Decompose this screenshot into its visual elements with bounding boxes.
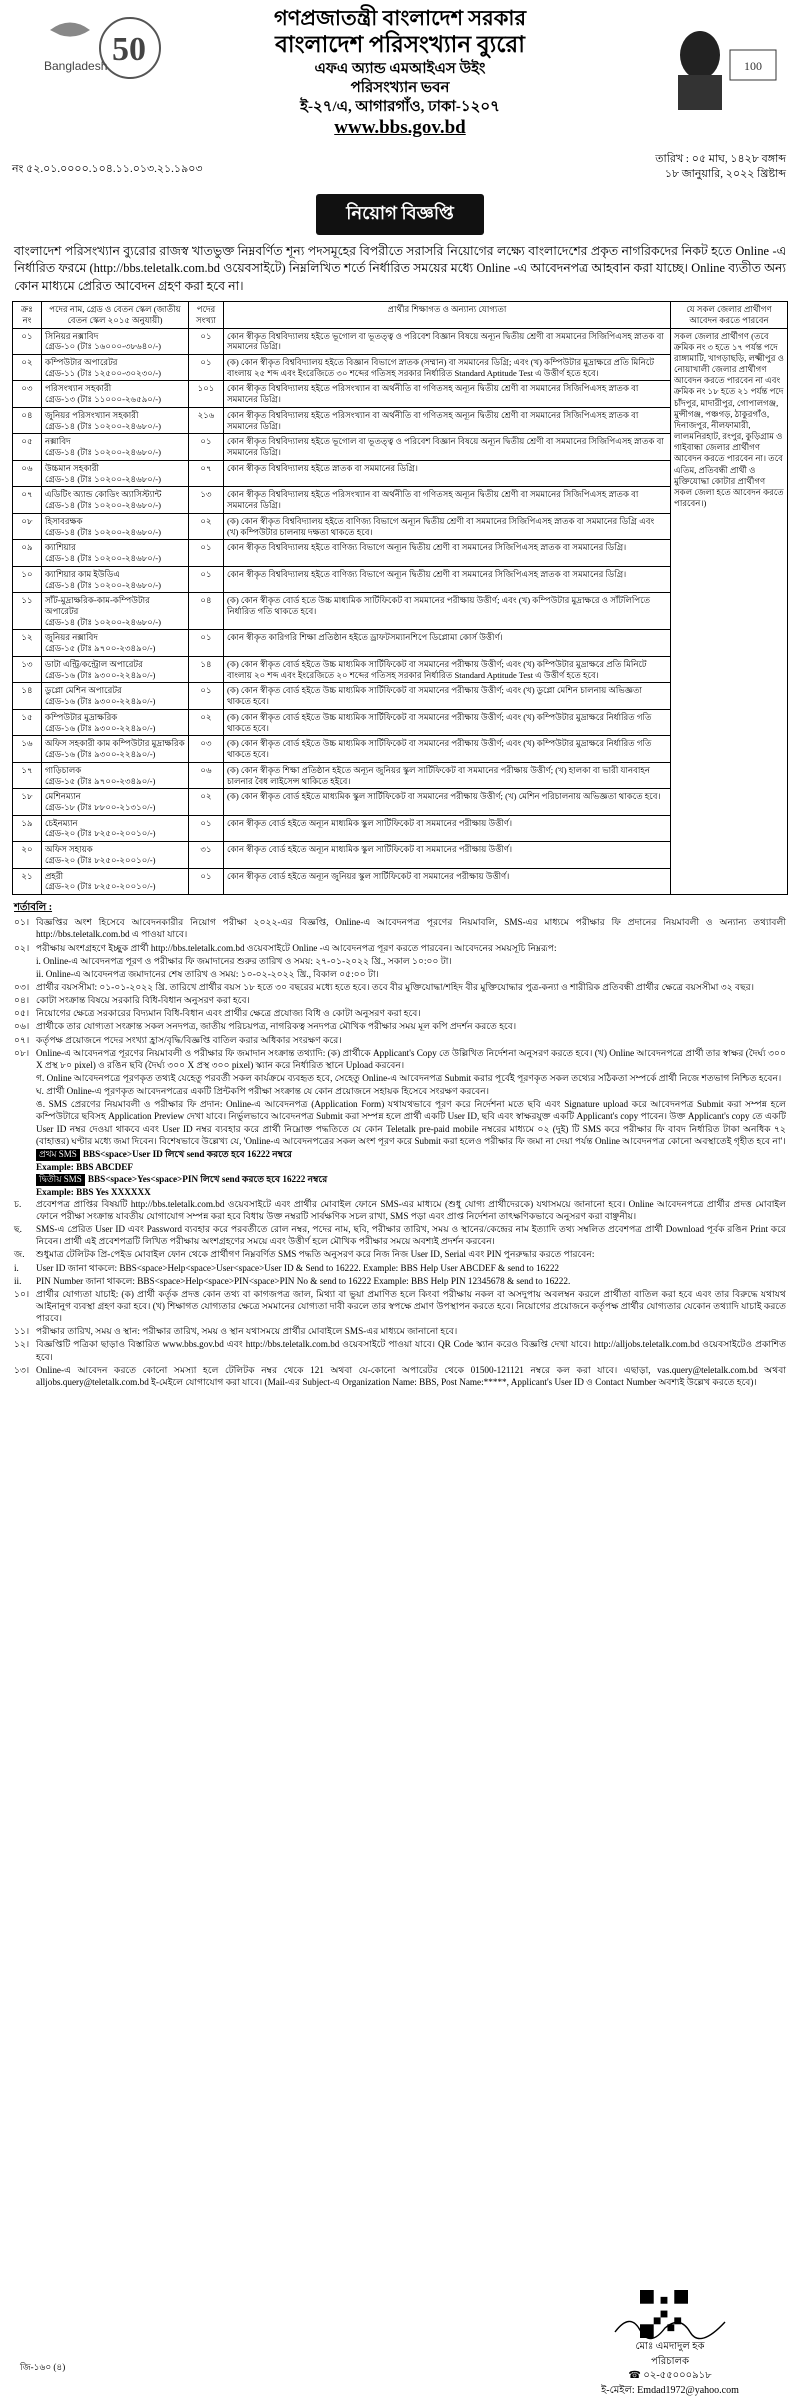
condition-item — [14, 1262, 786, 1274]
condition-number: জ. — [14, 1248, 36, 1260]
post-name: জুনিয়র পরিসংখ্যান সহকারী — [45, 410, 185, 421]
post-grade: গ্রেড-১৬ (টাঃ ৯৩০০-২২৪৯০/-) — [45, 670, 185, 681]
condition-number: ০৫। — [14, 1007, 36, 1019]
condition-number: ০২। — [14, 942, 36, 954]
post-sl: ০৯ — [13, 540, 42, 566]
post-name-cell — [42, 328, 189, 354]
post-count: ০১ — [189, 328, 224, 354]
post-qualification: কোন স্বীকৃত বোর্ড হইতে অন্যূন জুনিয়র স্কুল সার্টিফিকেট বা সমমানের পরীক্ষায় উত্তীর্ণ। — [224, 868, 671, 894]
post-name-cell — [42, 381, 189, 407]
condition-number — [14, 1085, 36, 1097]
post-name-cell — [42, 656, 189, 682]
post-name-cell — [42, 513, 189, 539]
post-sl: ০১ — [13, 328, 42, 354]
sms-second-example: Example: BBS Yes XXXXXX — [36, 1186, 786, 1198]
post-count: ৩১ — [189, 842, 224, 868]
post-qualification: কোন স্বীকৃত বিশ্ববিদ্যালয় হইতে বাণিজ্য বিভাগে অন্যূন দ্বিতীয় শ্রেণী বা সমমানের সিজিপিএসহ স্নাতক বা সমমানের ডিগ্রি। — [224, 540, 671, 566]
post-grade: গ্রেড-১৪ (টাঃ ১০২০০-২৪৬৮০/-) — [45, 527, 185, 538]
post-grade: গ্রেড-১৪ (টাঃ ১০২০০-২৪৬৮০/-) — [45, 421, 185, 432]
signatory-name: মোঃ এমদাদুল হক — [580, 2340, 760, 2355]
condition-number — [14, 1072, 36, 1084]
condition-text: Online-এ আবেদনপত্র পূরণের নিয়মাবলী ও পরীক্ষার ফি জমাদান সংক্রান্ত তথ্যাদি: (ক) প্রার্থীকে Applicant's Copy তে উল্লিখিত নির্দেশনা অনুসরণ করতে হবে। (খ) Online আবেদনপত্রে প্রার্থী তার স্বাক্ষর (দৈর্ঘ্য ৩০০ X প্রস্থ ৮০ pixel) ও রঙিন ছবি (দৈর্ঘ্য ৩০০ X প্রস্থ ৩০০ pixel) স্ক্যান করে নির্ধারিত স্থানে Upload করবেন। — [36, 1047, 786, 1071]
condition-text: ঙ. SMS প্রেরণের নিয়মাবলী ও পরীক্ষার ফি প্রদান: Online-এ আবেদনপত্র (Application Form) যথাযথভাবে পূরণ করে নির্দেশনা মতে ছবি এবং Signature upload করে আবেদনপত্র Submit করা সম্পন্ন হলে কম্পিউটারে ছবিসহ Application Preview দেখা যাবে। নির্ভুলভাবে আবেদনপত্র Submit করা সম্পন্ন হলে প্রার্থী একটি User ID, ছবি এবং স্বাক্ষরযুক্ত একটি Applicant's copy পাবেন। উক্ত Applicant's copy তে একটি User ID নম্বর দেওয়া থাকবে এবং User ID নম্বর ব্যবহার করে প্রার্থী নিম্নোক্ত পদ্ধতিতে যে কোন Teletalk pre-paid mobile নম্বরের মাধ্যমে ০২ (দুই) টি SMS করে পরীক্ষার ফি বাবদ নির্ধারিত টাকা অনধিক ৭২ (বাহাত্তর) ঘণ্টার মধ্যে জমা দিবেন। বিশেষভাবে উল্লেখ্য যে, 'Online-এ আবেদনপত্রের সকল অংশ পূরণ করে Submit করা হলেও পরীক্ষার ফি জমা না দেয়া পর্যন্ত Online আবেদনপত্র কোনো অবস্থাতেই গৃহীত হবে না'। — [36, 1098, 786, 1147]
post-name: জুনিয়র নক্সাবিদ — [45, 632, 185, 643]
post-sl: ১২ — [13, 630, 42, 656]
post-count: ০৬ — [189, 762, 224, 788]
footer-code: জি-১৬০ (৪) — [20, 2360, 65, 2375]
bureau-name: বাংলাদেশ পরিসংখ্যান ব্যুরো — [200, 31, 600, 60]
address: ই-২৭/এ, আগারগাঁও, ঢাকা-১২০৭ — [200, 98, 600, 117]
post-name-cell — [42, 683, 189, 709]
condition-text: SMS-এ প্রেরিত User ID এবং Password ব্যবহার করে পরবর্তীতে রোল নম্বর, পদের নাম, ছবি, পরীক্ষার তারিখ, সময় ও স্থানের/কেন্দ্রের নাম ইত্যাদি তথ্য সম্বলিত প্রবেশপত্র প্রার্থী Download পূর্বক রঙিন Print করে নিবেন। প্রার্থী এই প্রবেশপত্রটি লিখিত পরীক্ষায় অংশগ্রহণের সময়ে এবং উত্তীর্ণ হলে মৌখিক পরীক্ষার সময়ে অবশ্যই প্রদর্শন করবেন। — [36, 1223, 786, 1247]
condition-item — [14, 1047, 786, 1071]
signature-block — [580, 2310, 760, 2398]
post-name: ক্যাশিয়ার কাম ইউডিএ — [45, 569, 185, 580]
post-sl: ২১ — [13, 868, 42, 894]
post-grade: গ্রেড-২০ (টাঃ ৮২৫০-২০০১০/-) — [45, 855, 185, 866]
condition-number: ১২। — [14, 1338, 36, 1362]
post-grade: গ্রেড-১১ (টাঃ ১২৫০০-৩০২৩০/-) — [45, 368, 185, 379]
logo-number: 50 — [112, 31, 146, 68]
post-qualification: (ক) কোন স্বীকৃত বোর্ড হতে উচ্চ মাধ্যমিক সার্টিফিকেট বা সমমানের পরীক্ষায় উত্তীর্ণ; এবং (খ) কম্পিউটার মুদ্রাক্ষরে ও সাঁটলিপিতে নির্ধারিত গতি থাকতে হবে। — [224, 593, 671, 630]
post-grade: গ্রেড-১৮ (টাঃ ৮৮০০-২১৩১০/-) — [45, 802, 185, 813]
condition-number: ii. — [14, 1275, 36, 1287]
post-name: কম্পিউটার মুদ্রাক্ষরিক — [45, 712, 185, 723]
condition-number: ০৪। — [14, 994, 36, 1006]
post-name-cell — [42, 487, 189, 513]
post-count: ০১ — [189, 815, 224, 841]
sms-second-format: BBS<space>Yes<space>PIN লিখে send করতে হবে 16222 নম্বরে — [88, 1174, 327, 1184]
condition-number: ০৩। — [14, 981, 36, 993]
condition-item — [14, 1020, 786, 1032]
post-grade: গ্রেড-১৬ (টাঃ ৯৩০০-২২৪৯০/-) — [45, 696, 185, 707]
post-grade: গ্রেড-১৪ (টাঃ ১০২০০-২৪৬৮০/-) — [45, 474, 185, 485]
sms-first-example: Example: BBS ABCDEF — [36, 1161, 786, 1173]
wing-name: এফএ অ্যান্ড এমআইএস উইং — [200, 60, 600, 79]
post-qualification: কোন স্বীকৃত বিশ্ববিদ্যালয় হইতে স্নাতক বা সমমানের ডিগ্রি। — [224, 460, 671, 486]
post-grade: গ্রেড-২০ (টাঃ ৮২৫০-২০০১০/-) — [45, 881, 185, 892]
post-name-cell — [42, 593, 189, 630]
post-sl: ১৬ — [13, 736, 42, 762]
post-count: ০২ — [189, 789, 224, 815]
condition-number: ছ. — [14, 1223, 36, 1247]
condition-number: ০১। — [14, 916, 36, 940]
condition-text: শুধুমাত্র টেলিটক প্রি-পেইড মোবাইল ফোন থেকে প্রার্থীগণ নিম্নবর্ণিত SMS পদ্ধতি অনুসরণ করে নিজ নিজ User ID, Serial এবং PIN পুনরুদ্ধার করতে পারবেন: — [36, 1248, 786, 1260]
post-sl: ০৫ — [13, 434, 42, 460]
post-grade: গ্রেড-১৬ (টাঃ ৯৩০০-২২৪৯০/-) — [45, 723, 185, 734]
sms-second-label: দ্বিতীয় SMS — [36, 1174, 85, 1186]
conditions-list-3 — [14, 1288, 786, 1388]
condition-text: User ID জানা থাকলে: BBS<space>Help<space>User<space>User ID & Send to 16222. Example: BBS Help User ABCDEF & send to 16222 — [36, 1262, 786, 1274]
condition-number — [14, 968, 36, 980]
post-name: অফিস সহায়ক — [45, 844, 185, 855]
post-grade: গ্রেড-১৩ (টাঃ ১১০০০-২৬৫৯০/-) — [45, 394, 185, 405]
post-qualification: (ক) কোন স্বীকৃত বোর্ড হইতে মাধ্যমিক স্কুল সার্টিফিকেট বা সমমানের পরীক্ষায় উত্তীর্ণ; (খ) মেশিন পরিচালনায় অভিজ্ঞতা থাকতে হবে। — [224, 789, 671, 815]
post-grade: গ্রেড-১৫ (টাঃ ৯৭০০-২৩৪৯০/-) — [45, 643, 185, 654]
post-name: প্রহরী — [45, 871, 185, 882]
district-eligibility: সকল জেলার প্রার্থীগণ (তবে ক্রমিক নং ৩ হতে ১৭ পর্যন্ত পদে রাঙ্গামাটি, খাগড়াছড়ি, লক্ষ্মীপুর ও নোয়াখালী জেলার প্রার্থীগণ আবেদন করতে পারবেন না এবং ক্রমিক নং ১৮ হতে ২১ পর্যন্ত পদে চাঁদপুর, মাদারীপুর, গোপালগঞ্জ, মুন্সীগঞ্জ, পঞ্চগড়, ঠাকুরগাঁও, দিনাজপুর, নীলফামারী, লালমনিরহাট, রংপুর, কুড়িগ্রাম ও গাইবান্ধা জেলার প্রার্থীগণ আবেদন করতে পারবেন না। তবে এতিম, প্রতিবন্ধী প্রার্থী ও মুক্তিযোদ্ধা কোটার প্রার্থীগণ সকল জেলা হতে আবেদন করতে পারবেন।) — [671, 328, 788, 895]
post-name-cell — [42, 434, 189, 460]
post-qualification: (ক) কোন স্বীকৃত বোর্ড হইতে উচ্চ মাধ্যমিক সার্টিফিকেট বা সমমানের পরীক্ষায় উত্তীর্ণ; এবং (খ) কম্পিউটার মুদ্রাক্ষরে প্রতি মিনিটে বাংলায় ২০ শব্দ এবং ইংরেজিতে ২০ শব্দের গতিসহ সরকার নির্ধারিত Standard Aptitude Test এ উত্তীর্ণ হতে হবে। — [224, 656, 671, 682]
condition-item — [14, 1007, 786, 1019]
post-name: ক্যাশিয়ার — [45, 542, 185, 553]
condition-number: ১১। — [14, 1325, 36, 1337]
post-qualification: কোন স্বীকৃত বিশ্ববিদ্যালয় হইতে ভূগোল বা ভূতত্ত্ব ও পরিবেশ বিজ্ঞান বিষয়ে অন্যূন দ্বিতীয় শ্রেণী বা সমমানের সিজিপিএসহ স্নাতক বা সমমানের ডিগ্রি। — [224, 434, 671, 460]
post-count: ১০১ — [189, 381, 224, 407]
condition-text: PIN Number জানা থাকলে: BBS<space>Help<space>PIN<space>PIN No & send to 16222 Example: BBS Help PIN 12345678 & send to 16222. — [36, 1275, 786, 1287]
post-name-cell — [42, 460, 189, 486]
post-qualification: (ক) কোন স্বীকৃত বিশ্ববিদ্যালয় হইতে বাণিজ্য বিভাগে অন্যূন দ্বিতীয় শ্রেণী বা সমমানের সিজিপিএসহ স্নাতক বা সমমানের ডিগ্রি এবং (খ) কম্পিউটার চালনায় দক্ষতা থাকতে হবে। — [224, 513, 671, 539]
post-qualification: কোন স্বীকৃত বোর্ড হইতে অন্যূন মাধ্যমিক স্কুল সার্টিফিকেট বা সমমানের পরীক্ষায় উত্তীর্ণ। — [224, 815, 671, 841]
condition-text: নিয়োগের ক্ষেত্রে সরকারের বিদ্যমান বিধি-বিধান এবং প্রার্থীর ক্ষেত্রে প্রযোজ্য বিধি ও কোটা অনুসরণ করা হবে। — [36, 1007, 786, 1019]
post-name-cell — [42, 540, 189, 566]
post-qualification: (ক) কোন স্বীকৃত বিশ্ববিদ্যালয় হইতে বিজ্ঞান বিভাগে স্নাতক (সম্মান) বা সমমানের ডিগ্রি; এবং (খ) কম্পিউটার মুদ্রাক্ষরে প্রতি মিনিটে বাংলায় ২৫ শব্দ এবং ইংরেজিতে ৩০ শব্দের গতিসহ সরকার নির্ধারিত Standard Aptitude Test এ উত্তীর্ণ হতে হবে। — [224, 355, 671, 381]
office-title — [200, 5, 600, 140]
post-qualification: কোন স্বীকৃত বিশ্ববিদ্যালয় হইতে পরিসংখ্যান বা অর্থনীতি বা গণিতসহ অন্যূন দ্বিতীয় শ্রেণী বা সমমানের সিজিপিএসহ স্নাতক বা সমমানের ডিগ্রি। — [224, 487, 671, 513]
posts-table — [12, 301, 788, 895]
condition-text: প্রার্থীর বয়সসীমা: ০১-০১-২০২২ খ্রি. তারিখে প্রার্থীর বয়স ১৮ হতে ৩০ বছরের মধ্যে হতে হবে। তবে বীর মুক্তিযোদ্ধা/শহিদ বীর মুক্তিযোদ্ধার পুত্র-কন্যা ও শারীরিক প্রতিবন্ধী প্রার্থীর ক্ষেত্রে বয়সসীমা ৩২ বছর। — [36, 981, 786, 993]
condition-text: কর্তৃপক্ষ প্রয়োজনে পদের সংখ্যা হ্রাস/বৃদ্ধি/বিজ্ঞপ্তি বাতিল করার অধিকার সংরক্ষণ করে। — [36, 1034, 786, 1046]
conditions-title: শর্তাবলি : — [14, 901, 786, 914]
post-sl: ১১ — [13, 593, 42, 630]
condition-number: ০৭। — [14, 1034, 36, 1046]
table-row — [13, 328, 788, 354]
condition-item — [14, 942, 786, 954]
post-sl: ০৩ — [13, 381, 42, 407]
condition-item — [14, 1248, 786, 1260]
sms-first — [36, 1148, 786, 1161]
condition-number — [14, 955, 36, 967]
logo-text: Bangladesh — [44, 59, 107, 73]
post-name: নক্সাবিদ — [45, 436, 185, 447]
post-name-cell — [42, 709, 189, 735]
condition-text: ঘ. প্রার্থী Online-এ পূরণকৃত আবেদনপত্রের একটি প্রিন্টকপি পরীক্ষা সংক্রান্ত যে কোন প্রয়োজনে সহায়ক হিসেবে সংরক্ষণ করবেন। — [36, 1085, 786, 1097]
post-name: কম্পিউটার অপারেটর — [45, 357, 185, 368]
post-sl: ০৭ — [13, 487, 42, 513]
condition-item — [14, 1223, 786, 1247]
condition-item — [14, 1338, 786, 1362]
post-sl: ১০ — [13, 566, 42, 592]
post-sl: ১৪ — [13, 683, 42, 709]
condition-text: প্রার্থীর যোগ্যতা যাচাই: (ক) প্রার্থী কর্তৃক প্রদত্ত কোন তথ্য বা কাগজপত্র জাল, মিথ্যা বা ভুয়া প্রমাণিত হলে কিংবা পরীক্ষায় নকল বা অসদুপায় অবলম্বন করলে প্রার্থীতা বাতিল করা হবে এবং তার বিরুদ্ধে যথাযথ আইনানুগ ব্যবস্থা গ্রহণ করা হবে। (খ) শিক্ষাগত যোগ্যতার ক্ষেত্রে সমমানের যোগ্যতা দাবী করলে তার স্বপক্ষে প্রমাণ উপস্থাপন করতে হবে। নিয়োগের প্রয়োজনে কর্তৃপক্ষ প্রার্থীর যোগ্যতার যেকোন তথ্যাদি যাচাই করতে পারবে। — [36, 1288, 786, 1324]
signature-scribble — [580, 2310, 760, 2340]
post-sl: ২০ — [13, 842, 42, 868]
header-post-name: পদের নাম, গ্রেড ও বেতন স্কেল (জাতীয় বেতন স্কেল ২০১৫ অনুযায়ী) — [42, 302, 189, 328]
post-qualification: কোন স্বীকৃত বিশ্ববিদ্যালয় হইতে পরিসংখ্যান বা অর্থনীতি বা গণিতসহ অন্যূন দ্বিতীয় শ্রেণী বা সমমানের সিজিপিএসহ স্নাতক বা সমমানের ডিগ্রি। — [224, 407, 671, 433]
post-name-cell — [42, 815, 189, 841]
bangladesh-50-logo — [30, 10, 170, 90]
post-grade: গ্রেড-২০ (টাঃ ৮২৫০-২০০১০/-) — [45, 828, 185, 839]
post-grade: গ্রেড-১৪ (টাঃ ১০২০০-২৪৬৮০/-) — [45, 500, 185, 511]
date-bengali: ০৫ মাঘ, ১৪২৮ বঙ্গাব্দ — [692, 153, 786, 165]
post-grade: গ্রেড-১০ (টাঃ ১৬০০০-৩৮৬৪০/-) — [45, 341, 185, 352]
sms-second — [36, 1173, 786, 1186]
condition-item — [14, 916, 786, 940]
post-sl: ০৪ — [13, 407, 42, 433]
condition-text: প্রার্থীকে তার যোগ্যতা সংক্রান্ত সকল সনদপত্র, জাতীয় পরিচয়পত্র, নাগরিকত্ব সনদপত্র মৌখিক পরীক্ষার সময় মূল কপি প্রদর্শন করতে হবে। — [36, 1020, 786, 1032]
condition-number — [14, 1098, 36, 1147]
post-count: ০১ — [189, 540, 224, 566]
post-name: উচ্চমান সহকারী — [45, 463, 185, 474]
condition-text: কোটা সংক্রান্ত বিষয়ে সরকারি বিধি-বিধান অনুসরণ করা হবে। — [36, 994, 786, 1006]
condition-item — [14, 994, 786, 1006]
post-sl: ১৮ — [13, 789, 42, 815]
post-qualification: (ক) কোন স্বীকৃত বোর্ড হইতে উচ্চ মাধ্যমিক সার্টিফিকেট বা সমমানের পরীক্ষায় উত্তীর্ণ; এবং (খ) কম্পিউটার মুদ্রাক্ষরে নির্ধারিত গতি থাকতে হবে। — [224, 709, 671, 735]
condition-text: ii. Online-এ আবেদনপত্র জমাদানের শেষ তারিখ ও সময়: ১০-০২-২০২২ খ্রি., বিকাল ০৫:০০ টা। — [36, 968, 786, 980]
condition-number: ১৩। — [14, 1364, 36, 1388]
post-name: পরিসংখ্যান সহকারী — [45, 383, 185, 394]
condition-item — [14, 1275, 786, 1287]
table-header-row — [13, 302, 788, 328]
condition-text: বিজ্ঞপ্তির অংশ হিসেবে আবেদনকারীর নিয়োগ পরীক্ষা ২০২২-এর বিজ্ঞপ্তি, Online-এ আবেদনপত্র পূরণের নিয়মাবলি, SMS-এর মাধ্যমে পরীক্ষার ফি প্রদানের নিয়মাবলী ও অন্যান্য তথ্যাবলী http://bbs.teletalk.com.bd এ পাওয়া যাবে। — [36, 916, 786, 940]
post-grade: গ্রেড-১৪ (টাঃ ১০২০০-২৪৬৮০/-) — [45, 553, 185, 564]
post-count: ০২ — [189, 709, 224, 735]
post-name: ডুপ্লো মেশিন অপারেটর — [45, 685, 185, 696]
post-count: ২১৬ — [189, 407, 224, 433]
banner-wrap — [0, 194, 800, 235]
post-sl: ০২ — [13, 355, 42, 381]
condition-item — [14, 1364, 786, 1388]
condition-text: Online-এ আবেদন করতে কোনো সমস্যা হলে টেলিটক নম্বর থেকে 121 অথবা যে-কোনো অপারেটর থেকে 01500-121121 নম্বরে কল করা যাবে। এছাড়া, vas.query@teletalk.com.bd অথবা alljobs.query@teletalk.com.bd ই-মেইলে যোগাযোগ করা যাবে। (Mail-এর Subject-এ Organization Name: BBS, Post Name:*****, Applicant's User ID ও Contact Number অবশ্যই উল্লেখ করতে হবে)। — [36, 1364, 786, 1388]
post-name: চেইনম্যান — [45, 818, 185, 829]
post-grade: গ্রেড-১৪ (টাঃ ১০২০০-২৪৬৮০/-) — [45, 447, 185, 458]
post-sl: ০৮ — [13, 513, 42, 539]
header-sl: ক্রঃ নং — [13, 302, 42, 328]
post-name-cell — [42, 736, 189, 762]
condition-text: গ. Online আবেদনপত্রে পূরণকৃত তথ্যই যেহেতু পরবর্তী সকল কার্যক্রমে ব্যবহৃত হবে, সেহেতু Online-এ আবেদনপত্র Submit করার পূর্বেই পূরণকৃত সকল তথ্যের সঠিকতা সম্পর্কে প্রার্থী নিজে শতভাগ নিশ্চিত হবেন। — [36, 1072, 786, 1084]
condition-item — [14, 1325, 786, 1337]
intro-paragraph: বাংলাদেশ পরিসংখ্যান ব্যুরোর রাজস্ব খাতভুক্ত নিম্নবর্ণিত শূন্য পদসমূহের বিপরীতে সরাসরি নিয়োগের লক্ষ্যে বাংলাদেশের প্রকৃত নাগরিকদের নিকট হতে Online -এ নির্ধারিত ফরমে (http://bbs.teletalk.com.bd ওয়েবসাইটে) নিম্নলিখিত শর্তে নির্ধারিত সময়ের মধ্যে Online -এ আবেদনপত্র আহবান করা যাচ্ছে। Online ব্যতীত অন্য কোন মাধ্যমে প্রেরিত আবেদন গ্রহণ করা হবে না। — [14, 243, 786, 295]
post-name: সিনিয়র নক্সাবিদ — [45, 331, 185, 342]
post-name: মেশিনম্যান — [45, 791, 185, 802]
post-sl: ১৭ — [13, 762, 42, 788]
conditions-list — [14, 916, 786, 1147]
post-name: ডাটা এন্ট্রি/কন্ট্রোল অপারেটর — [45, 659, 185, 670]
header-count: পদের সংখ্যা — [189, 302, 224, 328]
building-name: পরিসংখ্যান ভবন — [200, 79, 600, 98]
condition-item — [14, 1098, 786, 1147]
post-count: ০৪ — [189, 593, 224, 630]
portrait-icon — [660, 20, 780, 110]
post-count: ১৩ — [189, 487, 224, 513]
header-qualification: প্রার্থীর শিক্ষাগত ও অন্যান্য যোগ্যতা — [224, 302, 671, 328]
post-count: ১৪ — [189, 656, 224, 682]
date-label: তারিখ : — [655, 153, 689, 165]
signatory-email[interactable]: ই-মেইল: Emdad1972@yahoo.com — [580, 2384, 760, 2398]
condition-number: চ. — [14, 1198, 36, 1222]
post-qualification: কোন স্বীকৃত কারিগরি শিক্ষা প্রতিষ্ঠান হইতে ড্রাফটসম্যানশিপে ডিপ্লোমা কোর্স উত্তীর্ণ। — [224, 630, 671, 656]
post-grade: গ্রেড-১৫ (টাঃ ৯৭০০-২৩৪৯০/-) — [45, 776, 185, 787]
post-qualification: কোন স্বীকৃত বিশ্ববিদ্যালয় হইতে ভূগোল বা ভূতত্ত্ব ও পরিবেশ বিজ্ঞান বিষয়ে অন্যূন দ্বিতীয় শ্রেণী বা সমমানের সিজিপিএসহ স্নাতক বা সমমানের ডিগ্রি। — [224, 328, 671, 354]
post-qualification: (ক) কোন স্বীকৃত বোর্ড হইতে উচ্চ মাধ্যমিক সার্টিফিকেট বা সমমানের পরীক্ষায় উত্তীর্ণ; এবং (খ) ডুপ্লো মেশিন চালনায় অভিজ্ঞতা থাকতে হবে। — [224, 683, 671, 709]
post-sl: ০৬ — [13, 460, 42, 486]
post-qualification: কোন স্বীকৃত বোর্ড হইতে অন্যূন মাধ্যমিক স্কুল সার্টিফিকেট বা সমমানের পরীক্ষায় উত্তীর্ণ। — [224, 842, 671, 868]
post-count: ০৭ — [189, 460, 224, 486]
post-count: ০২ — [189, 513, 224, 539]
post-count: ০৩ — [189, 736, 224, 762]
signatory-title: পরিচালক — [580, 2355, 760, 2370]
post-qualification: (ক) কোন স্বীকৃত শিক্ষা প্রতিষ্ঠান হইতে অন্যূন জুনিয়র স্কুল সার্টিফিকেট বা সমমানের পরীক্ষায় উত্তীর্ণ; (খ) হালকা বা ভারী যানবাহন চালনার বৈধ লাইসেন্স থাকিতে হইবে। — [224, 762, 671, 788]
condition-item — [14, 955, 786, 967]
post-count: ০১ — [189, 355, 224, 381]
post-grade: গ্রেড-১৬ (টাঃ ৯৩০০-২২৪৯০/-) — [45, 749, 185, 760]
condition-number: ১০। — [14, 1288, 36, 1324]
condition-item — [14, 1034, 786, 1046]
condition-item — [14, 1288, 786, 1324]
condition-item — [14, 1198, 786, 1222]
post-name-cell — [42, 407, 189, 433]
post-sl: ১৯ — [13, 815, 42, 841]
post-name: গাড়িচালক — [45, 765, 185, 776]
post-name-cell — [42, 868, 189, 894]
notice-banner: নিয়োগ বিজ্ঞপ্তি — [316, 194, 484, 235]
post-name-cell — [42, 789, 189, 815]
condition-text: বিজ্ঞপ্তিটি পত্রিকা ছাড়াও বিস্তারিত www.bbs.gov.bd এবং http://bbs.teletalk.com.bd ওয়েবসাইটে পাওয়া যাবে। QR Code স্ক্যান করেও বিজ্ঞপ্তি দেখা যাবে। http://alljobs.teletalk.com.bd ওয়েবসাইটেও প্রকাশিত হবে। — [36, 1338, 786, 1362]
post-count: ০১ — [189, 683, 224, 709]
condition-item — [14, 968, 786, 980]
post-name-cell — [42, 566, 189, 592]
posts-table-body — [13, 328, 788, 895]
post-count: ০১ — [189, 434, 224, 460]
conditions-list-2 — [14, 1198, 786, 1287]
memo-number: নং ৫২.০১.০০০০.১০৪.১১.০১৩.২১.১৯০৩ — [12, 160, 203, 179]
conditions-section — [14, 901, 786, 1388]
post-qualification: (ক) কোন স্বীকৃত বোর্ড হইতে উচ্চ মাধ্যমিক সার্টিফিকেট বা সমমানের পরীক্ষায় উত্তীর্ণ; এবং (খ) কম্পিউটার মুদ্রাক্ষরে নির্ধারিত গতি থাকতে হবে। — [224, 736, 671, 762]
post-name-cell — [42, 630, 189, 656]
date-english: ১৮ জানুয়ারি, ২০২২ খ্রিষ্টাব্দ — [665, 168, 786, 180]
post-name: হিসাবরক্ষক — [45, 516, 185, 527]
post-count: ০১ — [189, 566, 224, 592]
condition-number: i. — [14, 1262, 36, 1274]
post-qualification: কোন স্বীকৃত বিশ্ববিদ্যালয় হইতে বাণিজ্য বিভাগে অন্যূন দ্বিতীয় শ্রেণী বা সমমানের সিজিপিএসহ স্নাতক বা সমমানের ডিগ্রি। — [224, 566, 671, 592]
post-name-cell — [42, 842, 189, 868]
post-grade: গ্রেড-১৪ (টাঃ ১০২০০-২৪৬৮০/-) — [45, 617, 185, 628]
date-block — [655, 152, 786, 183]
post-name-cell — [42, 762, 189, 788]
signatory-phone: ☎ ০২-৫৫০০০৯১৮ — [580, 2369, 760, 2384]
government-name: গণপ্রজাতন্ত্রী বাংলাদেশ সরকার — [200, 5, 600, 31]
post-name-cell — [42, 355, 189, 381]
svg-text:100: 100 — [744, 59, 762, 73]
condition-text: প্রবেশপত্র প্রাপ্তির বিষয়টি http://bbs.teletalk.com.bd ওয়েবসাইটে এবং প্রার্থীর মোবাইল ফোনে SMS-এর মাধ্যমে (শুধু যোগ্য প্রার্থীদেরকে) যথাসময়ে জানানো হবে। Online আবেদনপত্রে প্রার্থীর প্রদত্ত মোবাইল ফোনে পরীক্ষা সংক্রান্ত যাবতীয় যোগাযোগ সম্পন্ন করা হবে বিধায় উক্ত নম্বরটি সার্বক্ষণিক সচল রাখা, SMS পড়া এবং প্রাপ্ত নির্দেশনা তাৎক্ষণিকভাবে অনুসরণ করা বাঞ্ছনীয়। — [36, 1198, 786, 1222]
post-sl: ১৫ — [13, 709, 42, 735]
condition-item — [14, 981, 786, 993]
post-count: ০১ — [189, 630, 224, 656]
condition-item — [14, 1072, 786, 1084]
condition-number: ০৬। — [14, 1020, 36, 1032]
post-count: ০১ — [189, 868, 224, 894]
website-link[interactable]: www.bbs.gov.bd — [200, 116, 600, 140]
post-grade: গ্রেড-১৪ (টাঃ ১০২০০-২৪৬৮০/-) — [45, 580, 185, 591]
condition-number: ০৮। — [14, 1047, 36, 1071]
post-sl: ১৩ — [13, 656, 42, 682]
header-district: যে সকল জেলার প্রার্থীগণ আবেদন করতে পারবেন — [671, 302, 788, 328]
post-qualification: কোন স্বীকৃত বিশ্ববিদ্যালয় হইতে পরিসংখ্যান বা অর্থনীতি বা গণিতসহ অন্যূন দ্বিতীয় শ্রেণী বা সমমানের সিজিপিএসহ স্নাতক বা সমমানের ডিগ্রি। — [224, 381, 671, 407]
post-name: এডিটিং অ্যান্ড কোডিং অ্যাসিস্ট্যান্ট — [45, 489, 185, 500]
header — [0, 0, 800, 190]
condition-text: i. Online-এ আবেদনপত্র পূরণ ও পরীক্ষার ফি জমাদানের শুরুর তারিখ ও সময়: ২৭-০১-২০২২ খ্রি., সকাল ১০:০০ টা। — [36, 955, 786, 967]
sms-first-format: BBS<space>User ID লিখে send করতে হবে 16222 নম্বরে — [83, 1149, 292, 1159]
post-name: সাঁট-মুদ্রাক্ষরিক-কাম-কম্পিউটার অপারেটর — [45, 595, 185, 616]
post-name: অফিস সহকারী কাম কম্পিউটার মুদ্রাক্ষরিক — [45, 738, 185, 749]
sms-instructions — [14, 1148, 786, 1198]
condition-text: পরীক্ষার তারিখ, সময় ও স্থান: পরীক্ষার তারিখ, সময় ও স্থান যথাসময়ে প্রার্থীর মোবাইলে SMS-এর মাধ্যমে জানানো হবে। — [36, 1325, 786, 1337]
sms-first-label: প্রথম SMS — [36, 1149, 80, 1161]
condition-text: পরীক্ষায় অংশগ্রহণে ইচ্ছুক প্রার্থী http://bbs.teletalk.com.bd ওয়েবসাইটে Online -এ আবেদনপত্র পূরণ করতে পারবেন। আবেদনের সময়সূচি নিম্নরূপ: — [36, 942, 786, 954]
condition-item — [14, 1085, 786, 1097]
